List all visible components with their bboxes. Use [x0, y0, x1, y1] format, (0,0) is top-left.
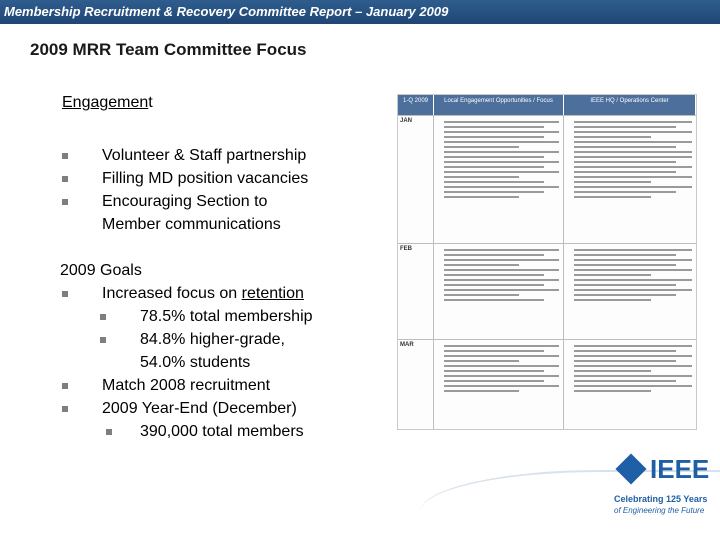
table-row — [398, 339, 696, 429]
goals-section — [60, 259, 360, 443]
table-cell — [564, 244, 696, 339]
bullet-icon — [62, 199, 68, 205]
list-item-continued: 54.0% students — [140, 354, 251, 371]
table-cell — [564, 116, 696, 243]
table-cell — [434, 244, 564, 339]
table-header-cell: Local Engagement Opportunities / Focus — [434, 95, 564, 115]
logo-celebrating: Celebrating 125 Years — [614, 494, 708, 504]
slide-header-bar — [0, 0, 720, 24]
ieee-diamond-icon — [615, 453, 646, 484]
bullet-icon — [62, 406, 68, 412]
table-row — [398, 115, 696, 243]
list-item: 84.8% higher-grade, — [60, 328, 360, 351]
table-cell-month: FEB — [398, 244, 434, 339]
engagement-heading — [62, 94, 153, 112]
table-cell — [434, 116, 564, 243]
table-header-cell: IEEE HQ / Operations Center — [564, 95, 696, 115]
engagement-heading-underlined: Engagemen — [62, 94, 149, 111]
list-item: 78.5% total membership — [60, 305, 360, 328]
bullet-icon — [100, 337, 106, 343]
table-cell — [564, 340, 696, 429]
goals-heading: 2009 Goals — [60, 262, 142, 279]
operations-table — [397, 94, 697, 430]
engagement-heading-tail: t — [148, 94, 153, 111]
retention-link: retention — [241, 285, 304, 302]
list-item: 390,000 total members — [60, 420, 360, 443]
header-title: Membership Recruitment & Recovery Committee Report – January 2009 — [4, 4, 449, 19]
bullet-icon — [62, 383, 68, 389]
engagement-list — [60, 144, 360, 236]
list-item-continued: Member communications — [102, 216, 281, 233]
list-item: Encouraging Section to — [60, 190, 360, 213]
bullet-icon — [106, 429, 112, 435]
table-cell-month: MAR — [398, 340, 434, 429]
table-header-cell: 1-Q 2009 — [398, 95, 434, 115]
list-item: 2009 Year-End (December) — [60, 397, 360, 420]
list-item: Volunteer & Staff partnership — [60, 144, 360, 167]
table-header — [398, 95, 696, 115]
ieee-logo — [614, 450, 714, 540]
bullet-icon — [62, 176, 68, 182]
bullet-icon — [62, 153, 68, 159]
slide-subtitle: 2009 MRR Team Committee Focus — [30, 40, 307, 59]
table-cell — [434, 340, 564, 429]
list-item: Increased focus on retention — [60, 282, 360, 305]
bullet-icon — [100, 314, 106, 320]
table-row — [398, 243, 696, 339]
logo-tagline: of Engineering the Future — [614, 506, 705, 515]
table-cell-month: JAN — [398, 116, 434, 243]
logo-text: IEEE — [650, 454, 710, 484]
list-item: Match 2008 recruitment — [60, 374, 360, 397]
list-item: Filling MD position vacancies — [60, 167, 360, 190]
bullet-icon — [62, 291, 68, 297]
